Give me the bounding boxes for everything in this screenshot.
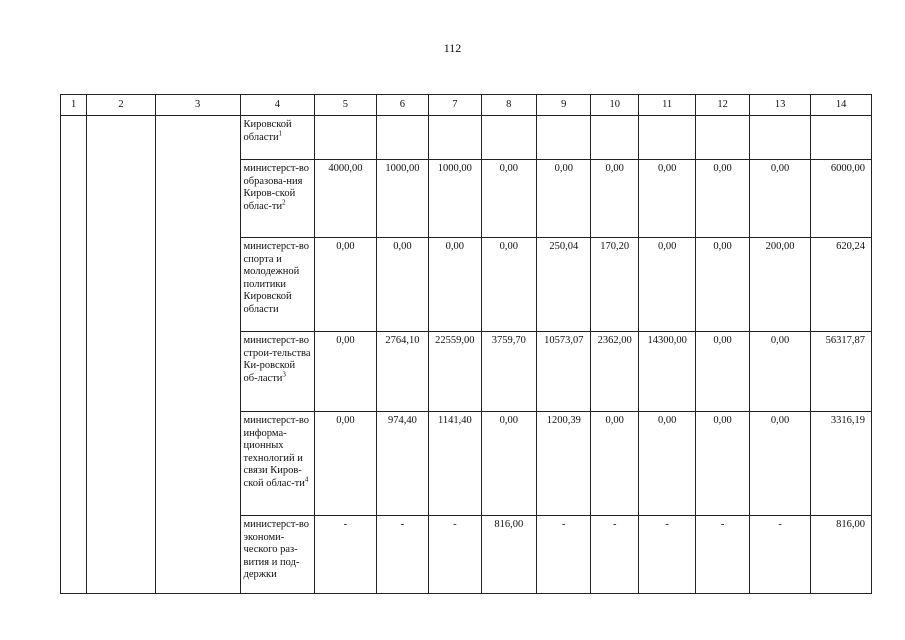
value-cell: - xyxy=(696,516,749,594)
value-cell: 0,00 xyxy=(749,332,811,412)
value-cell: - xyxy=(315,516,377,594)
column-header: 6 xyxy=(376,95,428,116)
budget-table xyxy=(60,94,872,594)
organization-name-text: министерст-во информа-ционных технологий и связи Киров-ской облас-ти xyxy=(243,415,310,489)
value-cell xyxy=(811,116,872,160)
footnote-marker: 1 xyxy=(278,129,283,137)
value-cell xyxy=(481,116,536,160)
value-cell xyxy=(591,116,638,160)
column-header: 12 xyxy=(696,95,749,116)
value-cell: - xyxy=(749,516,811,594)
value-cell: 0,00 xyxy=(696,412,749,516)
value-cell xyxy=(749,116,811,160)
value-cell: 0,00 xyxy=(481,238,536,332)
column-header: 11 xyxy=(638,95,695,116)
value-cell: 0,00 xyxy=(315,412,377,516)
value-cell: 2764,10 xyxy=(376,332,428,412)
value-cell xyxy=(696,116,749,160)
value-cell: 0,00 xyxy=(638,160,695,238)
value-cell xyxy=(638,116,695,160)
value-cell: 10573,07 xyxy=(537,332,591,412)
footnote-marker: 3 xyxy=(282,370,286,378)
value-cell: 170,20 xyxy=(591,238,638,332)
value-cell: 0,00 xyxy=(481,412,536,516)
footnote-marker: 2 xyxy=(282,198,286,206)
value-cell: 6000,00 xyxy=(811,160,872,238)
table-row xyxy=(61,116,872,160)
column-header: 10 xyxy=(591,95,638,116)
column-header: 13 xyxy=(749,95,811,116)
organization-name xyxy=(240,332,315,412)
value-cell: 0,00 xyxy=(481,160,536,238)
column-header: 14 xyxy=(811,95,872,116)
header-row xyxy=(61,95,872,116)
value-cell: - xyxy=(537,516,591,594)
value-cell: 620,24 xyxy=(811,238,872,332)
organization-name-text: министерст-во строи-тельства Ки-ровской об-ласти xyxy=(243,335,311,384)
value-cell: 3759,70 xyxy=(481,332,536,412)
value-cell: - xyxy=(638,516,695,594)
value-cell: 816,00 xyxy=(481,516,536,594)
column-header: 7 xyxy=(429,95,481,116)
organization-name-text: Кировской области xyxy=(243,119,292,143)
value-cell: 0,00 xyxy=(591,412,638,516)
organization-name-text: министерст-во спорта и молодежной политики Кировской области xyxy=(243,241,310,315)
empty-cell xyxy=(155,116,240,594)
organization-name xyxy=(240,516,315,594)
value-cell: 250,04 xyxy=(537,238,591,332)
organization-name-text: министерст-во образова-ния Киров-ской облас-ти xyxy=(243,163,310,212)
value-cell: - xyxy=(376,516,428,594)
value-cell: 0,00 xyxy=(315,238,377,332)
value-cell: 14300,00 xyxy=(638,332,695,412)
value-cell: 0,00 xyxy=(638,238,695,332)
value-cell: 4000,00 xyxy=(315,160,377,238)
value-cell: 0,00 xyxy=(696,160,749,238)
organization-name xyxy=(240,116,315,160)
value-cell: 22559,00 xyxy=(429,332,481,412)
value-cell xyxy=(429,116,481,160)
value-cell: - xyxy=(591,516,638,594)
empty-cell xyxy=(61,116,87,594)
value-cell: 2362,00 xyxy=(591,332,638,412)
value-cell: 0,00 xyxy=(749,412,811,516)
column-header: 5 xyxy=(315,95,377,116)
column-header: 1 xyxy=(61,95,87,116)
value-cell: 0,00 xyxy=(749,160,811,238)
column-header: 4 xyxy=(240,95,315,116)
organization-name-text: министерст-во экономи-ческого раз-вития и под-держки xyxy=(243,519,310,580)
value-cell: 816,00 xyxy=(811,516,872,594)
value-cell: 1000,00 xyxy=(376,160,428,238)
organization-name xyxy=(240,238,315,332)
value-cell: 0,00 xyxy=(376,238,428,332)
column-header: 8 xyxy=(481,95,536,116)
value-cell: 0,00 xyxy=(315,332,377,412)
value-cell: 0,00 xyxy=(696,238,749,332)
column-header: 2 xyxy=(87,95,156,116)
page-number: 112 xyxy=(443,41,462,55)
value-cell xyxy=(537,116,591,160)
value-cell xyxy=(376,116,428,160)
value-cell: 0,00 xyxy=(696,332,749,412)
value-cell: 0,00 xyxy=(429,238,481,332)
empty-cell xyxy=(87,116,156,594)
value-cell: 0,00 xyxy=(591,160,638,238)
value-cell: 1200,39 xyxy=(537,412,591,516)
value-cell: 0,00 xyxy=(638,412,695,516)
value-cell: 56317,87 xyxy=(811,332,872,412)
column-header: 3 xyxy=(155,95,240,116)
value-cell: - xyxy=(429,516,481,594)
organization-name xyxy=(240,412,315,516)
value-cell: 974,40 xyxy=(376,412,428,516)
table-body xyxy=(61,116,872,594)
value-cell: 1000,00 xyxy=(429,160,481,238)
column-header: 9 xyxy=(537,95,591,116)
value-cell: 0,00 xyxy=(537,160,591,238)
organization-name xyxy=(240,160,315,238)
value-cell: 3316,19 xyxy=(811,412,872,516)
value-cell: 200,00 xyxy=(749,238,811,332)
value-cell: 1141,40 xyxy=(429,412,481,516)
footnote-marker: 4 xyxy=(304,475,309,483)
value-cell xyxy=(315,116,377,160)
